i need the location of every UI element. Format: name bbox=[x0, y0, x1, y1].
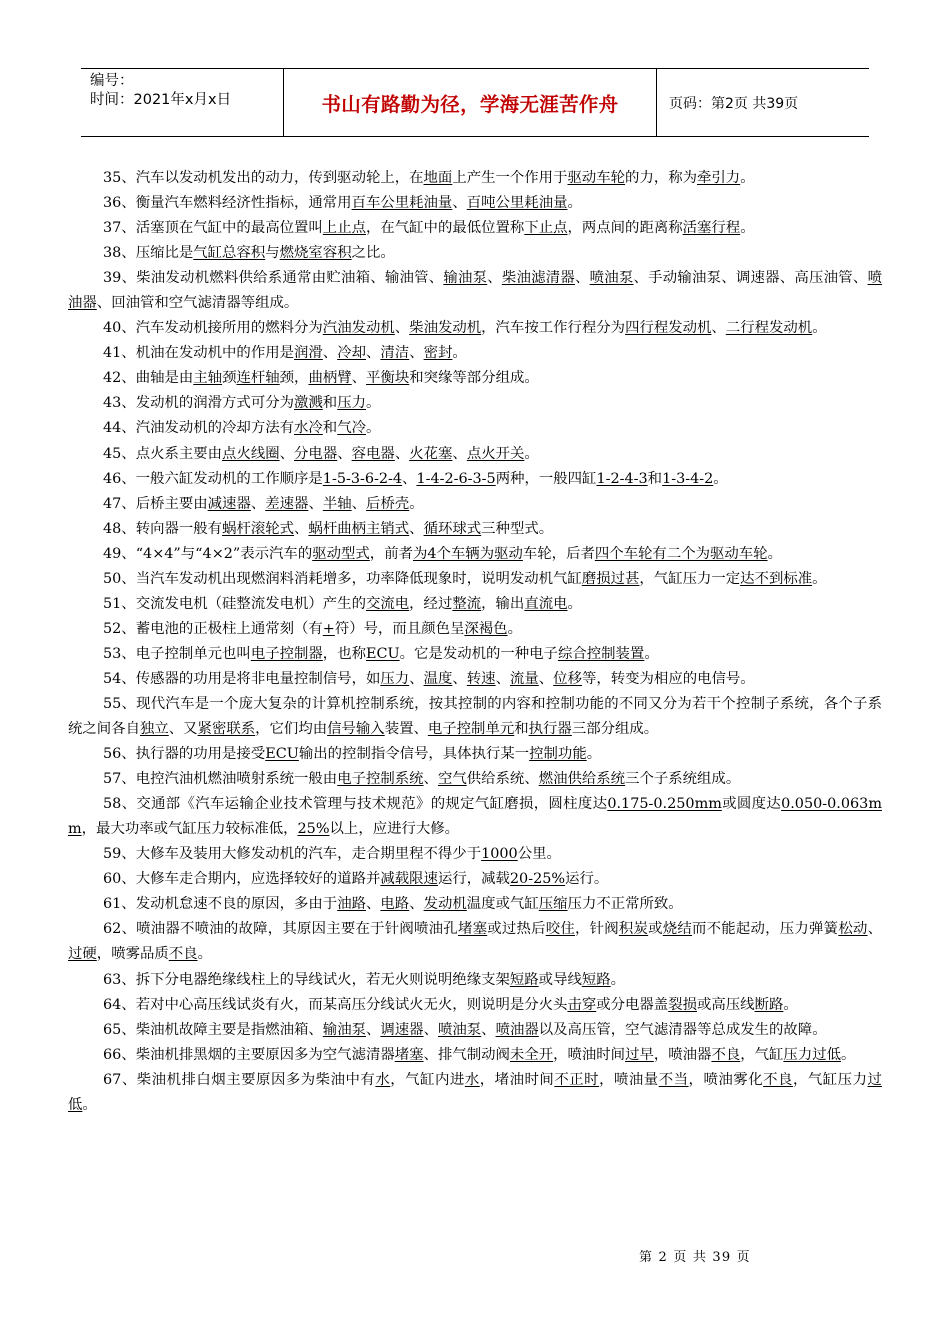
answer-blank: 减速器 bbox=[207, 495, 251, 512]
question-text: 60、大修车走合期内，应选择较好的道路并 bbox=[103, 871, 381, 888]
answer-blank: 0.050-0.063mm bbox=[68, 796, 882, 838]
answer-blank: 压力 bbox=[380, 670, 410, 687]
question-text: 58、交通部《汽车运输企业技术管理与技术规范》的规定气缸磨损，圆柱度达 bbox=[103, 796, 608, 813]
question-text: ，堵油时间 bbox=[479, 1071, 555, 1088]
answer-blank: 不良 bbox=[763, 1071, 793, 1088]
answer-blank: 半轴 bbox=[322, 495, 352, 512]
header-page-number: 页码：第2页 共39页 bbox=[669, 95, 799, 112]
answer-blank: 独立 bbox=[139, 721, 169, 738]
question-paragraph bbox=[68, 391, 882, 416]
question-text: 64、若对中心高压线试炎有火，而某高压分线试火无火，则说明是分火头 bbox=[103, 996, 568, 1013]
answer-blank: 差速器 bbox=[265, 495, 309, 512]
question-paragraph bbox=[68, 467, 882, 492]
question-text: 公里。 bbox=[517, 846, 561, 863]
question-text: 39、柴油发动机燃料供给系通常由贮油箱、输油管、 bbox=[103, 270, 444, 287]
answer-blank: 容电器 bbox=[351, 445, 395, 462]
answer-blank: 分电器 bbox=[294, 445, 338, 462]
question-text: 50、当汽车发动机出现燃润料消耗增多，功率降低现象时，说明发动机气缸 bbox=[103, 570, 582, 587]
question-paragraph bbox=[68, 742, 882, 767]
answer-blank: 二行程发动机 bbox=[725, 320, 813, 337]
answer-blank: 击穿 bbox=[567, 996, 597, 1013]
header-meta bbox=[81, 69, 284, 136]
question-text: 、 bbox=[402, 470, 417, 487]
answer-blank: 断路 bbox=[754, 996, 784, 1013]
question-text: 、 bbox=[487, 270, 502, 287]
question-text: ，针阀 bbox=[574, 921, 619, 938]
question-text: 。 bbox=[197, 946, 212, 963]
answer-blank: 转速 bbox=[466, 670, 496, 687]
question-text: 。 bbox=[610, 971, 626, 988]
question-text: 。 bbox=[567, 595, 582, 612]
question-text: 运行，减载 bbox=[437, 871, 510, 888]
answer-blank: 整流 bbox=[452, 595, 482, 612]
header-motto: 书山有路勤为径，学海无涯苦作舟 bbox=[284, 69, 657, 136]
answer-blank: 压缩 bbox=[538, 896, 568, 913]
code-label: 编号： bbox=[90, 73, 134, 89]
question-text: 、 bbox=[452, 445, 467, 462]
question-paragraph bbox=[68, 216, 882, 241]
answer-blank: 短路 bbox=[581, 971, 611, 988]
question-paragraph bbox=[68, 867, 882, 892]
question-text: 、 bbox=[322, 345, 338, 362]
question-text: ，气缸压力一定 bbox=[639, 570, 741, 587]
question-text: 、 bbox=[409, 670, 424, 687]
question-text: 、又 bbox=[168, 721, 198, 738]
question-text: 、 bbox=[423, 1021, 438, 1038]
answer-blank: 不当 bbox=[658, 1071, 689, 1088]
question-text: 、 bbox=[351, 495, 367, 512]
answer-blank: 信号输入 bbox=[327, 721, 385, 738]
answer-blank: 过低 bbox=[68, 1071, 882, 1113]
question-text: 42、曲轴是由 bbox=[103, 370, 194, 387]
answer-blank: 活塞行程 bbox=[682, 220, 741, 237]
question-text: 。 bbox=[740, 220, 755, 237]
question-text: 41、机油在发动机中的作用是 bbox=[103, 345, 294, 362]
answer-blank: 水冷 bbox=[294, 420, 323, 437]
question-text: 。 bbox=[644, 645, 659, 662]
answer-blank: 输油泵 bbox=[322, 1021, 366, 1038]
answer-blank: 燃油供给系统 bbox=[538, 771, 626, 788]
question-text: 67、柴油机排白烟主要原因多为柴油中有 bbox=[103, 1071, 376, 1088]
question-text: 和突缘等部分组成。 bbox=[409, 370, 539, 387]
answer-blank: 水 bbox=[375, 1071, 391, 1088]
question-text: 36、衡量汽车燃料经济性指标，通常用 bbox=[103, 195, 352, 212]
answer-blank: 不良 bbox=[711, 1046, 741, 1063]
answer-blank: 点火线圈 bbox=[222, 445, 280, 462]
question-text: ，经过 bbox=[409, 595, 453, 612]
question-text: 。 bbox=[740, 170, 755, 186]
answer-blank: 压力过低 bbox=[783, 1046, 841, 1063]
answer-blank: + bbox=[322, 620, 335, 637]
answer-blank: 油路 bbox=[337, 896, 366, 913]
question-text: 、 bbox=[409, 520, 424, 537]
answer-blank: 位移 bbox=[553, 670, 582, 687]
question-text: 、 bbox=[337, 445, 352, 462]
answer-blank: 密封 bbox=[423, 345, 453, 362]
answer-blank: 火花塞 bbox=[409, 445, 453, 462]
answer-blank: 驱动型式 bbox=[312, 545, 370, 562]
question-paragraph bbox=[68, 692, 882, 742]
answer-blank: 交流电 bbox=[365, 595, 410, 612]
question-text: 、 bbox=[294, 520, 309, 537]
question-paragraph bbox=[68, 1068, 882, 1118]
question-paragraph bbox=[68, 366, 882, 391]
answer-blank: 驱动车轮 bbox=[567, 170, 626, 186]
answer-blank: ECU bbox=[265, 746, 299, 763]
question-text: 44、汽油发动机的冷却方法有 bbox=[103, 420, 294, 437]
page-footer: 第 2 页 共 39 页 bbox=[639, 1250, 751, 1265]
question-paragraph bbox=[68, 442, 882, 467]
answer-blank: 喷油泵 bbox=[437, 1021, 482, 1038]
question-text: 45、点火系主要由 bbox=[103, 445, 223, 462]
answer-blank: 1-2-4-3 bbox=[596, 470, 648, 487]
question-text: 上产生一个作用于 bbox=[452, 170, 568, 186]
question-text: ，气缸压力 bbox=[792, 1071, 868, 1088]
page-header bbox=[81, 68, 869, 137]
question-text: 三个子系统组成。 bbox=[625, 771, 741, 788]
question-text: 、 bbox=[452, 195, 467, 212]
question-paragraph bbox=[68, 842, 882, 867]
question-paragraph bbox=[68, 667, 882, 692]
question-text: 装置、 bbox=[384, 721, 428, 738]
question-text: 与 bbox=[265, 245, 280, 262]
answer-blank: 减载限速 bbox=[380, 871, 438, 888]
question-text: 或圆度达 bbox=[721, 796, 782, 813]
answer-blank: 燃烧室容积 bbox=[279, 245, 352, 262]
answer-blank: 执行器 bbox=[528, 721, 572, 738]
answer-blank: 不正时 bbox=[554, 1071, 600, 1088]
question-text: 。 bbox=[767, 545, 782, 562]
question-text: 以上，应进行大修。 bbox=[329, 821, 460, 838]
answer-blank: 不良 bbox=[168, 946, 198, 963]
question-paragraph bbox=[68, 917, 882, 967]
answer-blank: 主轴 bbox=[193, 370, 223, 387]
question-paragraph bbox=[68, 1043, 882, 1068]
question-text: 。 bbox=[409, 495, 424, 512]
answer-blank: 电路 bbox=[380, 896, 410, 913]
question-text: 、 bbox=[495, 670, 510, 687]
question-paragraph bbox=[68, 1018, 882, 1043]
answer-blank: 1-3-4-2 bbox=[662, 470, 714, 487]
answer-blank: 气冷 bbox=[337, 420, 366, 437]
question-text: 。 bbox=[366, 420, 381, 437]
question-text: 等，转变为相应的电信号。 bbox=[581, 670, 755, 687]
question-paragraph bbox=[68, 968, 882, 993]
answer-blank: 喷油器 bbox=[68, 270, 882, 312]
answer-blank: 四个车轮有二个为驱动车轮 bbox=[594, 545, 768, 562]
question-text: 的力，称为 bbox=[625, 170, 698, 186]
answer-blank: 烧结 bbox=[662, 921, 693, 938]
question-text: 、 bbox=[867, 921, 882, 938]
question-text: 或分电器盖 bbox=[596, 996, 669, 1013]
question-paragraph bbox=[68, 617, 882, 642]
answer-blank: 下止点 bbox=[524, 220, 568, 237]
answer-blank: 0.175-0.250mm bbox=[607, 796, 722, 813]
question-text: 47、后桥主要由 bbox=[103, 495, 208, 512]
question-text: 。 bbox=[507, 620, 522, 637]
question-text: 66、柴油机排黑烟的主要原因多为空气滤清器 bbox=[103, 1046, 395, 1063]
question-text: 52、蓄电池的正极柱上通常刻（有 bbox=[103, 620, 323, 637]
question-text: 或高压线 bbox=[697, 996, 755, 1013]
question-text: 46、一般六缸发动机的工作顺序是 bbox=[103, 470, 323, 487]
answer-blank: 后桥壳 bbox=[366, 495, 410, 512]
question-text: 输出的控制指令信号，具体执行某一 bbox=[298, 746, 530, 763]
question-text: ，前者 bbox=[369, 545, 413, 562]
question-text: 、 bbox=[575, 270, 590, 287]
question-text: 、回油管和空气滤清器等组成。 bbox=[96, 295, 299, 312]
question-text: 、 bbox=[409, 345, 424, 362]
question-paragraph bbox=[68, 642, 882, 667]
question-text: 48、转向器一般有 bbox=[103, 520, 223, 537]
question-text: ，也称 bbox=[322, 645, 366, 662]
question-text: 61、发动机怠速不良的原因，多由于 bbox=[103, 896, 338, 913]
question-paragraph bbox=[68, 492, 882, 517]
question-text: ，两点间的距离称 bbox=[567, 220, 683, 237]
question-paragraph bbox=[68, 316, 882, 341]
answer-blank: 电子控制器 bbox=[250, 645, 323, 662]
answer-blank: 温度 bbox=[423, 670, 453, 687]
answer-blank: 松动 bbox=[838, 921, 868, 938]
answer-blank: 水 bbox=[464, 1071, 480, 1088]
question-paragraph bbox=[68, 191, 882, 216]
answer-blank: 地面 bbox=[423, 170, 453, 186]
document-body bbox=[68, 166, 882, 1118]
answer-blank: 牵引力 bbox=[697, 170, 741, 186]
question-text: 。 bbox=[567, 195, 582, 212]
question-text: 、 bbox=[711, 320, 726, 337]
answer-blank: 流量 bbox=[509, 670, 539, 687]
answer-blank: 1-4-2-6-3-5 bbox=[416, 470, 496, 487]
answer-blank: 激溅 bbox=[294, 395, 323, 412]
question-text: 63、拆下分电器绝缘线柱上的导线试火，若无火则说明绝缘支架 bbox=[103, 971, 510, 988]
question-paragraph bbox=[68, 792, 882, 842]
question-text: 。 bbox=[841, 1046, 856, 1063]
question-text: 。 bbox=[812, 320, 827, 337]
answer-blank: 电子控制单元 bbox=[427, 721, 515, 738]
question-text: 、 bbox=[394, 445, 410, 462]
question-text: 颈 bbox=[222, 370, 237, 387]
answer-blank: 点火开关 bbox=[466, 445, 525, 462]
question-text: 、排气制动阀 bbox=[423, 1046, 510, 1063]
question-text: 或导线 bbox=[538, 971, 582, 988]
answer-blank: 曲柄臂 bbox=[308, 370, 352, 387]
question-paragraph bbox=[68, 341, 882, 366]
question-text: 运行。 bbox=[565, 871, 609, 888]
answer-blank: 空气 bbox=[437, 771, 467, 788]
question-text: ，它们均由 bbox=[255, 721, 328, 738]
question-text: 。 bbox=[366, 395, 381, 412]
answer-blank: 堵塞 bbox=[394, 1046, 424, 1063]
answer-blank: 发动机 bbox=[423, 896, 467, 913]
question-paragraph bbox=[68, 266, 882, 316]
question-text: ，输出 bbox=[481, 595, 525, 612]
question-text: 和 bbox=[514, 721, 529, 738]
question-text: 、 bbox=[394, 320, 410, 337]
question-text: 、 bbox=[279, 445, 295, 462]
answer-blank: 蜗杆曲柄主销式 bbox=[308, 520, 410, 537]
question-paragraph bbox=[68, 993, 882, 1018]
question-text: ，气缸内进 bbox=[390, 1071, 465, 1088]
answer-blank: 喷油泵 bbox=[589, 270, 634, 287]
question-text: 、 bbox=[538, 670, 554, 687]
question-text: 之比。 bbox=[351, 245, 395, 262]
answer-blank: 磨损过甚 bbox=[581, 570, 640, 587]
question-text: 56、执行器的功用是接受 bbox=[103, 746, 266, 763]
question-text: 压力不正常所致。 bbox=[567, 896, 683, 913]
answer-blank: 堵塞 bbox=[457, 921, 488, 938]
answer-blank: 上止点 bbox=[322, 220, 366, 237]
question-paragraph bbox=[68, 567, 882, 592]
answer-blank: 喷油器 bbox=[495, 1021, 539, 1038]
question-text: 38、压缩比是 bbox=[103, 245, 194, 262]
question-text: 。 bbox=[82, 1096, 97, 1113]
question-text: 三部分组成。 bbox=[571, 721, 659, 738]
answer-blank: 电子控制系统 bbox=[337, 771, 424, 788]
question-text: 53、电子控制单元也叫 bbox=[103, 645, 251, 662]
question-paragraph bbox=[68, 166, 882, 191]
question-text: ，气缸 bbox=[740, 1046, 784, 1063]
question-text: 37、活塞顶在气缸中的最高位置叫 bbox=[103, 220, 323, 237]
question-text: 两种，一般四缸 bbox=[495, 470, 597, 487]
question-text: 。 bbox=[452, 345, 467, 362]
answer-blank: 咬住 bbox=[545, 921, 575, 938]
answer-blank: 调速器 bbox=[380, 1021, 424, 1038]
question-text: 、 bbox=[481, 1021, 496, 1038]
answer-blank: ECU bbox=[365, 645, 400, 662]
question-text: 。 bbox=[783, 996, 798, 1013]
question-text: 、 bbox=[366, 345, 381, 362]
question-text: 三种型式。 bbox=[481, 520, 554, 537]
question-text: 颈， bbox=[279, 370, 309, 387]
answer-blank: 过硬 bbox=[68, 946, 97, 963]
answer-blank: 为4个车辆为驱动 bbox=[412, 545, 523, 562]
question-text: 和 bbox=[322, 420, 338, 437]
answer-blank: 百吨公里耗油量 bbox=[466, 195, 568, 212]
answer-blank: 柴油滤清器 bbox=[501, 270, 575, 287]
question-text: 40、汽车发动机接所用的燃料分为 bbox=[103, 320, 323, 337]
question-text: 、 bbox=[452, 670, 467, 687]
question-text: 或过热后 bbox=[487, 921, 546, 938]
question-text: 而不能起动，压力弹簧 bbox=[692, 921, 839, 938]
question-text: ，喷油量 bbox=[599, 1071, 659, 1088]
question-text: ，喷雾品质 bbox=[96, 946, 169, 963]
question-text: 、 bbox=[365, 896, 381, 913]
answer-blank: 润滑 bbox=[294, 345, 323, 362]
answer-blank: 过早 bbox=[625, 1046, 654, 1063]
question-text: ，喷油时间 bbox=[553, 1046, 626, 1063]
question-text: 59、大修车及装用大修发动机的汽车，走合期里程不得少于 bbox=[103, 846, 482, 863]
answer-blank: 控制功能 bbox=[529, 746, 587, 763]
question-paragraph bbox=[68, 517, 882, 542]
answer-blank: 20-25% bbox=[509, 871, 566, 888]
question-text: ，喷油雾化 bbox=[688, 1071, 764, 1088]
answer-blank: 综合控制装置 bbox=[557, 645, 645, 662]
answer-blank: 四行程发动机 bbox=[625, 320, 712, 337]
question-text: 55、现代汽车是一个庞大复杂的计算机控制系统，按其控制的内容和控制功能的不同又分为若干个控制子系统，各个子系统之间各自 bbox=[68, 695, 882, 738]
question-text: 。 bbox=[713, 470, 728, 487]
question-text: 62、喷油器不喷油的故障，其原因主要在于针阀喷油孔 bbox=[103, 921, 458, 938]
answer-blank: 百车公里耗油量 bbox=[351, 195, 453, 212]
answer-blank: 蜗杆滚轮式 bbox=[222, 520, 295, 537]
answer-blank: 冷却 bbox=[337, 345, 366, 362]
answer-blank: 连杆轴 bbox=[236, 370, 280, 387]
answer-blank: 25% bbox=[297, 821, 330, 838]
question-text: 57、电控汽油机燃油喷射系统一般由 bbox=[103, 771, 338, 788]
question-text: 。 bbox=[524, 445, 539, 462]
question-text: 符）号，而且颜色呈 bbox=[334, 620, 465, 637]
question-text: 、 bbox=[308, 495, 323, 512]
answer-blank: 达不到标准 bbox=[740, 570, 813, 587]
answer-blank: 直流电 bbox=[524, 595, 568, 612]
question-text: 。 bbox=[586, 746, 602, 763]
question-text: 温度或气缸 bbox=[466, 896, 539, 913]
question-paragraph bbox=[68, 892, 882, 917]
question-text: 、手动输油泵、调速器、高压油管、 bbox=[633, 270, 868, 287]
question-text: 49、“4×4”与“4×2”表示汽车的 bbox=[103, 545, 313, 562]
question-paragraph bbox=[68, 767, 882, 792]
question-text: 车轮，后者 bbox=[522, 545, 595, 562]
question-text: ，喷油器 bbox=[653, 1046, 712, 1063]
question-text: 或 bbox=[648, 921, 663, 938]
answer-blank: 紧密联系 bbox=[197, 721, 256, 738]
question-text: 、 bbox=[409, 896, 424, 913]
question-text: ，汽车按工作行程分为 bbox=[481, 320, 626, 337]
question-text: ，最大功率或气缸压力较标准低， bbox=[81, 821, 298, 838]
answer-blank: 平衡块 bbox=[366, 370, 410, 387]
answer-blank: 压力 bbox=[337, 395, 366, 412]
question-text: 以及高压管，空气滤清器等总成发生的故障。 bbox=[538, 1021, 827, 1038]
question-text: 、 bbox=[365, 1021, 381, 1038]
answer-blank: 1-5-3-6-2-4 bbox=[322, 470, 403, 487]
answer-blank: 短路 bbox=[509, 971, 539, 988]
question-text: 。 bbox=[812, 570, 827, 587]
answer-blank: 裂损 bbox=[668, 996, 697, 1013]
answer-blank: 气缸总容积 bbox=[193, 245, 266, 262]
answer-blank: 积炭 bbox=[618, 921, 649, 938]
question-text: 和 bbox=[322, 395, 338, 412]
answer-blank: 清洁 bbox=[380, 345, 410, 362]
question-paragraph bbox=[68, 416, 882, 441]
question-text: 65、柴油机故障主要是指燃油箱、 bbox=[103, 1021, 323, 1038]
question-text: ，在气缸中的最低位置称 bbox=[365, 220, 525, 237]
question-text: 和 bbox=[647, 470, 663, 487]
question-paragraph bbox=[68, 592, 882, 617]
answer-blank: 汽油发动机 bbox=[322, 320, 395, 337]
question-text: 供给系统、 bbox=[466, 771, 539, 788]
answer-blank: 1000 bbox=[481, 846, 518, 863]
question-paragraph bbox=[68, 542, 882, 567]
question-text: 、 bbox=[351, 370, 367, 387]
question-text: 51、交流发电机（硅整流发电机）产生的 bbox=[103, 595, 366, 612]
question-text: 、 bbox=[423, 771, 438, 788]
question-text: 43、发动机的润滑方式可分为 bbox=[103, 395, 294, 412]
question-text: 、 bbox=[250, 495, 266, 512]
answer-blank: 循环球式 bbox=[423, 520, 482, 537]
question-text: 54、传感器的功用是将非电量控制信号，如 bbox=[103, 670, 381, 687]
answer-blank: 深褐色 bbox=[464, 620, 508, 637]
answer-blank: 未全开 bbox=[509, 1046, 554, 1063]
question-text: 35、汽车以发动机发出的动力，传到驱动轮上，在 bbox=[103, 170, 424, 186]
time-label: 时间：2021年x月x日 bbox=[90, 92, 232, 108]
question-paragraph bbox=[68, 241, 882, 266]
answer-blank: 输油泵 bbox=[443, 270, 488, 287]
answer-blank: 柴油发动机 bbox=[409, 320, 482, 337]
question-text: 。它是发动机的一种电子 bbox=[399, 645, 558, 662]
